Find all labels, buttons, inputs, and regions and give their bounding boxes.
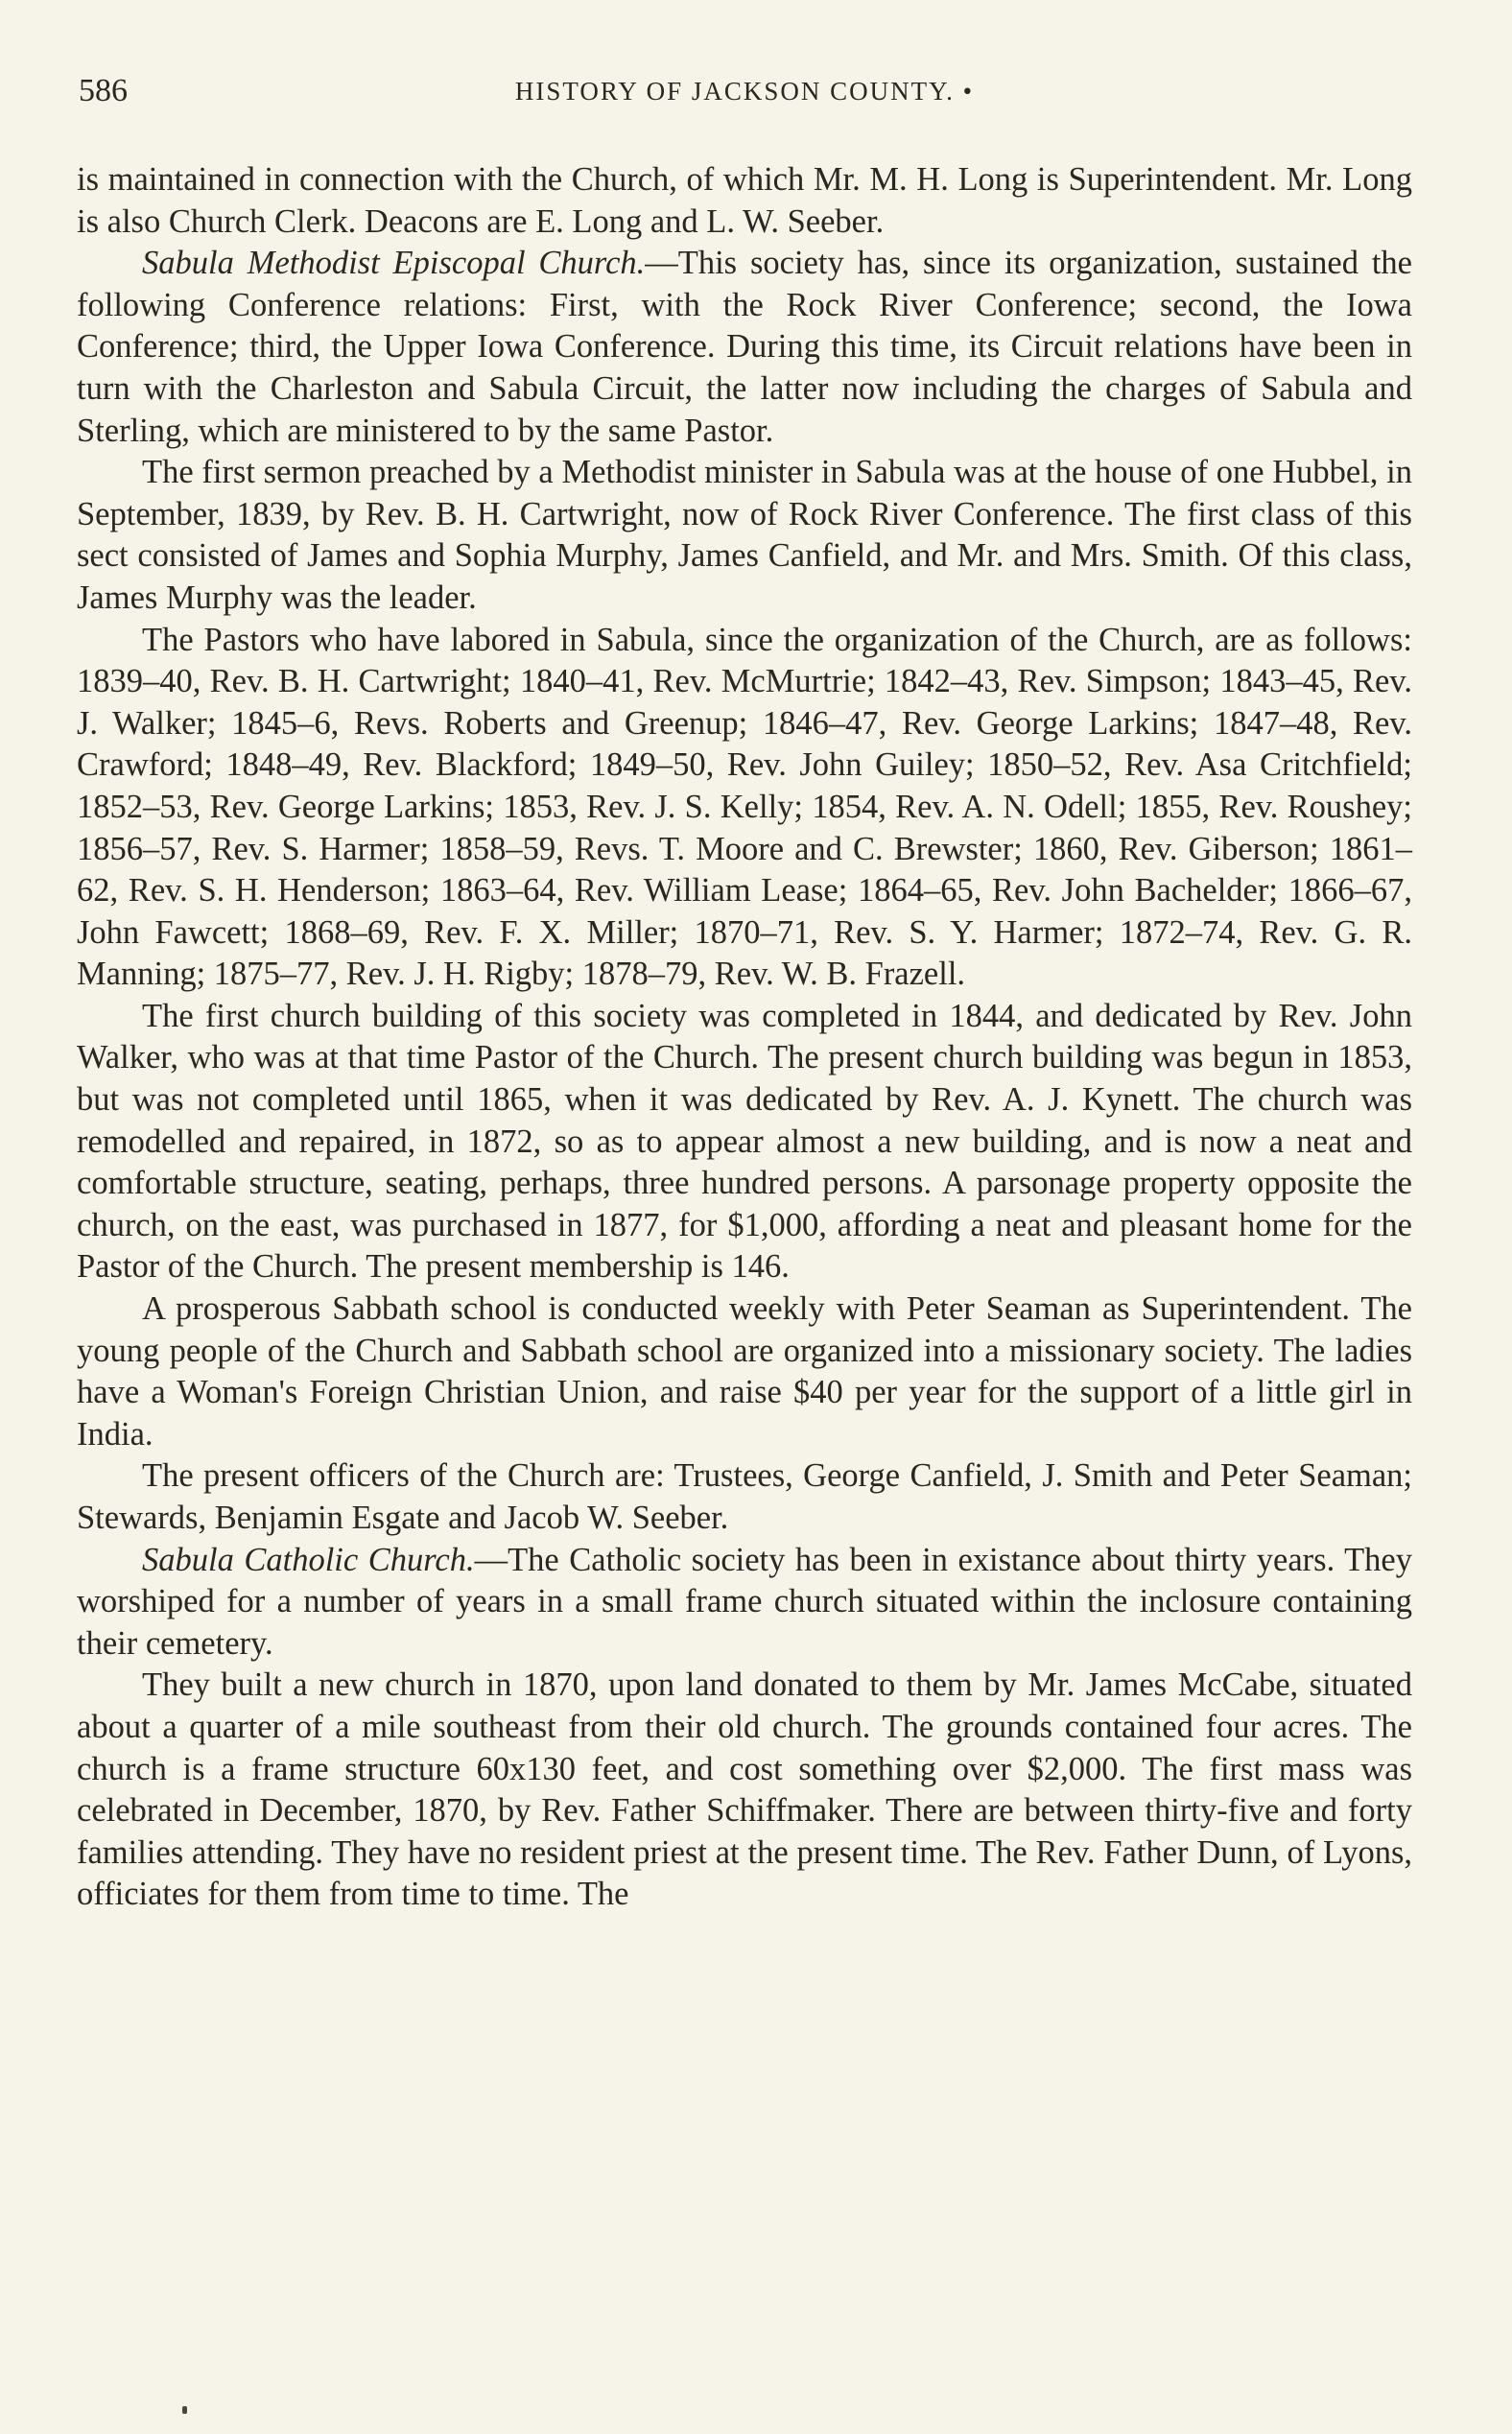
paragraph — [77, 159, 1412, 243]
paragraph-text: —The Catholic society has been in existance about thirty years. They worshiped for a number of years in a small frame church situated within the inclosure containing their cemetery. — [77, 1541, 1412, 1662]
paragraph-text: The Pastors who have labored in Sabula, since the organization of the Church, are as follows: 1839–40, Rev. B. H. Cartwright; 1840–41, Rev. McMurtrie; 1842–43, Rev. Simpson; 1843–45, Rev. J. Walker; 1845–6, Revs. Roberts and Greenup; 1846–47, Rev. George Larkins; 1847–48, Rev. Crawford; 1848–49, Rev. Blackford; 1849–50, Rev. John Guiley; 1850–52, Rev. Asa Critchfield; 1852–53, Rev. George Larkins; 1853, Rev. J. S. Kelly; 1854, Rev. A. N. Odell; 1855, Rev. Roushey; 1856–57, Rev. S. Harmer; 1858–59, Revs. T. Moore and C. Brewster; 1860, Rev. Giberson; 1861–62, Rev. S. H. Henderson; 1863–64, Rev. William Lease; 1864–65, Rev. John Bachelder; 1866–67, John Fawcett; 1868–69, Rev. F. X. Miller; 1870–71, Rev. S. Y. Harmer; 1872–74, Rev. G. R. Manning; 1875–77, Rev. J. H. Rigby; 1878–79, Rev. W. B. Frazell. — [77, 621, 1412, 993]
running-head: HISTORY OF JACKSON COUNTY. • — [514, 77, 975, 106]
section-heading: Sabula Methodist Episcopal Church. — [142, 245, 646, 282]
paragraph — [77, 243, 1412, 452]
paragraph — [77, 1540, 1412, 1666]
paragraph — [77, 996, 1412, 1288]
section-heading: Sabula Catholic Church. — [142, 1541, 475, 1578]
paragraph — [77, 1288, 1412, 1455]
paragraph-text: —This society has, since its organization, sustained the following Conference relations: First, with the Rock River Conference; second, the Iowa Conference; third, the Upper Iowa Conference. During this time, its Circuit relations have been in turn with the Charleston and Sabula Circuit, the latter now including the charges of Sabula and Sterling, which are ministered to by the same Pastor. — [77, 245, 1412, 449]
page-number: 586 — [79, 73, 128, 108]
paragraph — [77, 452, 1412, 619]
paragraph-text: The first sermon preached by a Methodist minister in Sabula was at the house of one Hubbel, in September, 1839, by Rev. B. H. Cartwright, now of Rock River Conference. The first class of this sect consisted of James and Sophia Murphy, James Canfield, and Mr. and Mrs. Smith. Of this class, James Murphy was the leader. — [77, 454, 1412, 616]
paragraph-text: The first church building of this society was completed in 1844, and dedicated by Rev. John Walker, who was at that time Pastor of the Church. The present church building was begun in 1853, but was not completed until 1865, when it was dedicated by Rev. A. J. Kynett. The church was remodelled and repaired, in 1872, so as to appear almost a new building, and is now a neat and comfortable structure, seating, perhaps, three hundred persons. A parsonage property opposite the church, on the east, was purchased in 1877, for $1,000, affording a neat and pleasant home for the Pastor of the Church. The present membership is 146. — [77, 997, 1412, 1286]
paragraph — [77, 620, 1412, 996]
paragraph-text: is maintained in connection with the Church, of which Mr. M. H. Long is Superintendent. Mr. Long is also Church Clerk. Deacons are E. Long and L. W. Seeber. — [77, 161, 1412, 240]
ink-speck — [182, 2406, 187, 2414]
page-header — [77, 69, 1412, 127]
paragraph — [77, 1665, 1412, 1916]
book-page — [77, 69, 1412, 1916]
paragraph — [77, 1455, 1412, 1539]
paragraph-text: A prosperous Sabbath school is conducted weekly with Peter Seaman as Superintendent. The young people of the Church and Sabbath school are organized into a missionary society. The ladies have a Woman's Foreign Christian Union, and raise $40 per year for the support of a little girl in India. — [77, 1290, 1412, 1453]
paragraph-text: The present officers of the Church are: Trustees, George Canfield, J. Smith and Peter Seaman; Stewards, Benjamin Esgate and Jacob W. Seeber. — [77, 1457, 1412, 1536]
body-text — [77, 159, 1412, 1916]
paragraph-text: They built a new church in 1870, upon land donated to them by Mr. James McCabe, situated about a quarter of a mile southeast from their old church. The grounds contained four acres. The church is a frame structure 60x130 feet, and cost something over $2,000. The first mass was celebrated in December, 1870, by Rev. Father Schiffmaker. There are between thirty-five and forty families attending. They have no resident priest at the present time. The Rev. Father Dunn, of Lyons, officiates for them from time to time. The — [77, 1666, 1412, 1913]
